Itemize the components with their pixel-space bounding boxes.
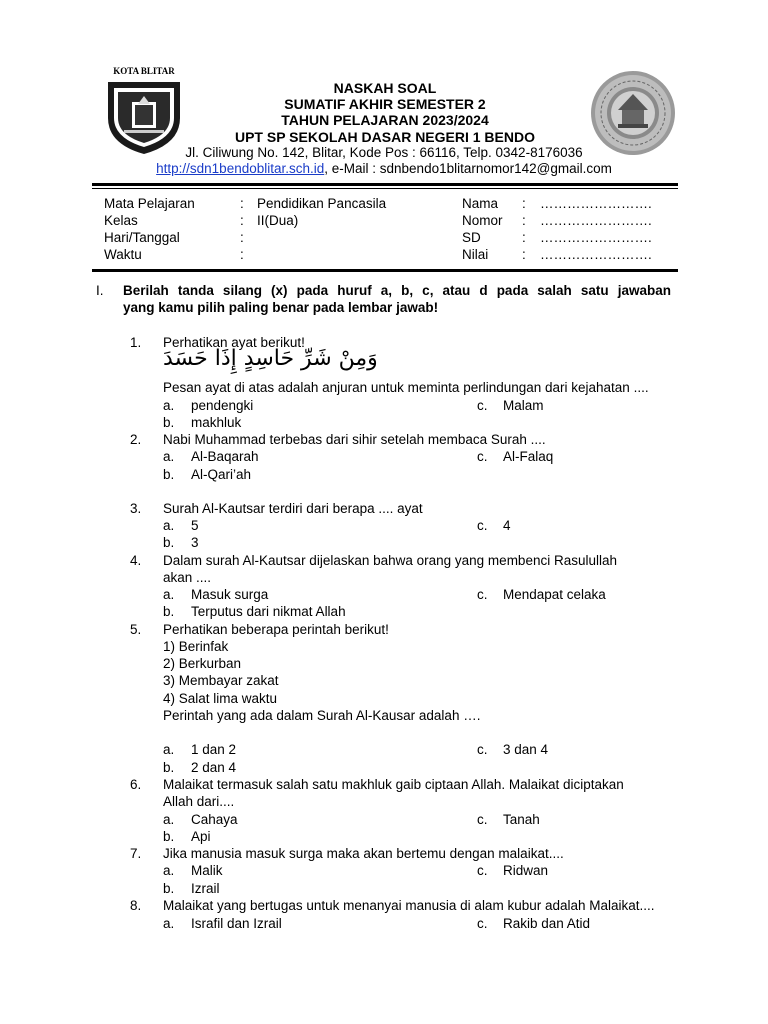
info-divider [92, 269, 678, 272]
question-number: 8. [130, 898, 142, 913]
option-letter: a. [163, 518, 175, 533]
question-text: Perintah yang ada dalam Surah Al-Kausar adalah …. [163, 708, 481, 723]
info-label-class: Kelas [104, 213, 138, 228]
option-letter: c. [477, 518, 488, 533]
list-item: 2) Berkurban [163, 656, 242, 671]
question-number: 6. [130, 777, 142, 792]
question-number: 2. [130, 432, 142, 447]
option-c[interactable]: Tanah [503, 812, 540, 827]
doc-subtitle: SUMATIF AKHIR SEMESTER 2 [284, 96, 486, 112]
option-c[interactable]: Malam [503, 398, 544, 413]
option-c[interactable]: 3 dan 4 [503, 742, 549, 757]
school-address: Jl. Ciliwung No. 142, Blitar, Kode Pos : 66116, Telp. 0342-8176036 [185, 145, 583, 160]
doc-title: NASKAH SOAL [333, 80, 437, 96]
option-c[interactable]: Mendapat celaka [503, 587, 606, 602]
option-b[interactable]: 3 [191, 535, 199, 550]
question-text: Perhatikan ayat berikut! [163, 335, 305, 350]
info-blank-sd: ……………………. [540, 230, 652, 245]
option-letter: c. [477, 742, 488, 757]
question-number: 1. [130, 335, 142, 350]
question-text: Allah dari.... [163, 794, 235, 809]
option-letter: a. [163, 449, 175, 464]
option-c[interactable]: Ridwan [503, 863, 549, 878]
question-number: 5. [130, 622, 142, 637]
option-letter: b. [163, 881, 175, 896]
option-c[interactable]: Rakib dan Atid [503, 916, 591, 931]
section-number: I. [96, 283, 104, 298]
option-a[interactable]: pendengki [191, 398, 254, 413]
option-letter: c. [477, 449, 488, 464]
option-letter: a. [163, 863, 175, 878]
option-a[interactable]: Al-Baqarah [191, 449, 259, 464]
question-text: Malaikat termasuk salah satu makhluk gaib ciptaan Allah. Malaikat diciptakan [163, 777, 624, 792]
option-letter: a. [163, 742, 175, 757]
kota-blitar-logo [104, 66, 184, 154]
option-letter: b. [163, 604, 175, 619]
info-colon: : [522, 230, 526, 245]
option-letter: c. [477, 812, 488, 827]
list-item: 4) Salat lima waktu [163, 691, 278, 706]
info-colon: : [522, 247, 526, 262]
option-a[interactable]: 5 [191, 518, 199, 533]
option-b[interactable]: makhluk [191, 415, 242, 430]
option-b[interactable]: 2 dan 4 [191, 760, 237, 775]
info-colon: : [240, 247, 244, 262]
option-letter: b. [163, 415, 175, 430]
school-year: TAHUN PELAJARAN 2023/2024 [281, 112, 489, 128]
option-letter: b. [163, 535, 175, 550]
contact-line [92, 161, 676, 177]
arabic-verse: وَمِنْ شَرِّ حَاسِدٍ إِذَا حَسَدَ [163, 346, 378, 371]
header-divider [92, 183, 678, 186]
info-blank-score: ……………………. [540, 247, 652, 262]
option-letter: c. [477, 916, 488, 931]
question-number: 7. [130, 846, 142, 861]
option-letter: c. [477, 587, 488, 602]
header-divider-thin [92, 188, 678, 189]
list-item: 3) Membayar zakat [163, 673, 279, 688]
question-text: akan .... [163, 570, 212, 585]
info-label-subject: Mata Pelajaran [104, 196, 195, 211]
logo-left-caption: KOTA BLITAR [113, 66, 175, 76]
option-a[interactable]: Israfil dan Izrail [191, 916, 282, 931]
question-text: Perhatikan beberapa perintah berikut! [163, 622, 389, 637]
email-text: , e-Mail : sdnbendo1blitarnomor142@gmail.com [324, 161, 612, 176]
option-letter: a. [163, 587, 175, 602]
question-number: 4. [130, 553, 142, 568]
option-letter: a. [163, 812, 175, 827]
option-a[interactable]: Malik [191, 863, 223, 878]
info-value-class: II(Dua) [257, 213, 299, 228]
option-letter: a. [163, 916, 175, 931]
question-text: Surah Al-Kautsar terdiri dari berapa .... ayat [163, 501, 423, 516]
info-colon: : [240, 213, 244, 228]
info-value-subject: Pendidikan Pancasila [257, 196, 387, 211]
website-link[interactable]: http://sdn1bendoblitar.sch.id [156, 161, 325, 176]
info-blank-name: ……………………. [540, 196, 652, 211]
option-b[interactable]: Al-Qari’ah [191, 467, 252, 482]
question-number: 3. [130, 501, 142, 516]
school-seal-logo [590, 70, 676, 156]
question-text: Malaikat yang bertugas untuk menanyai manusia di alam kubur adalah Malaikat.... [163, 898, 655, 913]
option-letter: b. [163, 829, 175, 844]
option-letter: a. [163, 398, 175, 413]
question-text: Jika manusia masuk surga maka akan bertemu dengan malaikat.... [163, 846, 564, 861]
info-label-sd: SD [462, 230, 481, 245]
info-label-time: Waktu [104, 247, 142, 262]
question-text: Pesan ayat di atas adalah anjuran untuk meminta perlindungan dari kejahatan .... [163, 380, 649, 395]
option-b[interactable]: Terputus dari nikmat Allah [191, 604, 346, 619]
info-label-date: Hari/Tanggal [104, 230, 180, 245]
option-b[interactable]: Izrail [191, 881, 220, 896]
info-blank-number: ……………………. [540, 213, 652, 228]
option-c[interactable]: Al-Falaq [503, 449, 554, 464]
option-b[interactable]: Api [191, 829, 211, 844]
option-a[interactable]: 1 dan 2 [191, 742, 237, 757]
question-text: Dalam surah Al-Kautsar dijelaskan bahwa orang yang membenci Rasulullah [163, 553, 617, 568]
option-letter: b. [163, 760, 175, 775]
list-item: 1) Berinfak [163, 639, 229, 654]
option-a[interactable]: Masuk surga [191, 587, 269, 602]
info-label-score: Nilai [462, 247, 489, 262]
option-a[interactable]: Cahaya [191, 812, 238, 827]
info-colon: : [522, 196, 526, 211]
info-label-number: Nomor [462, 213, 503, 228]
section-instruction-line2: yang kamu pilih paling benar pada lembar jawab! [123, 300, 439, 315]
info-colon: : [240, 230, 244, 245]
info-colon: : [522, 213, 526, 228]
option-letter: c. [477, 863, 488, 878]
option-letter: b. [163, 467, 175, 482]
option-letter: c. [477, 398, 488, 413]
info-label-name: Nama [462, 196, 499, 211]
question-text: Nabi Muhammad terbebas dari sihir setelah membaca Surah .... [163, 432, 546, 447]
school-name: UPT SP SEKOLAH DASAR NEGERI 1 BENDO [234, 129, 535, 145]
section-instruction-line1: Berilah tanda silang (x) pada huruf a, b, c, atau d pada salah satu jawaban [123, 283, 671, 298]
option-c[interactable]: 4 [503, 518, 511, 533]
seal-icon [590, 70, 676, 156]
info-colon: : [240, 196, 244, 211]
